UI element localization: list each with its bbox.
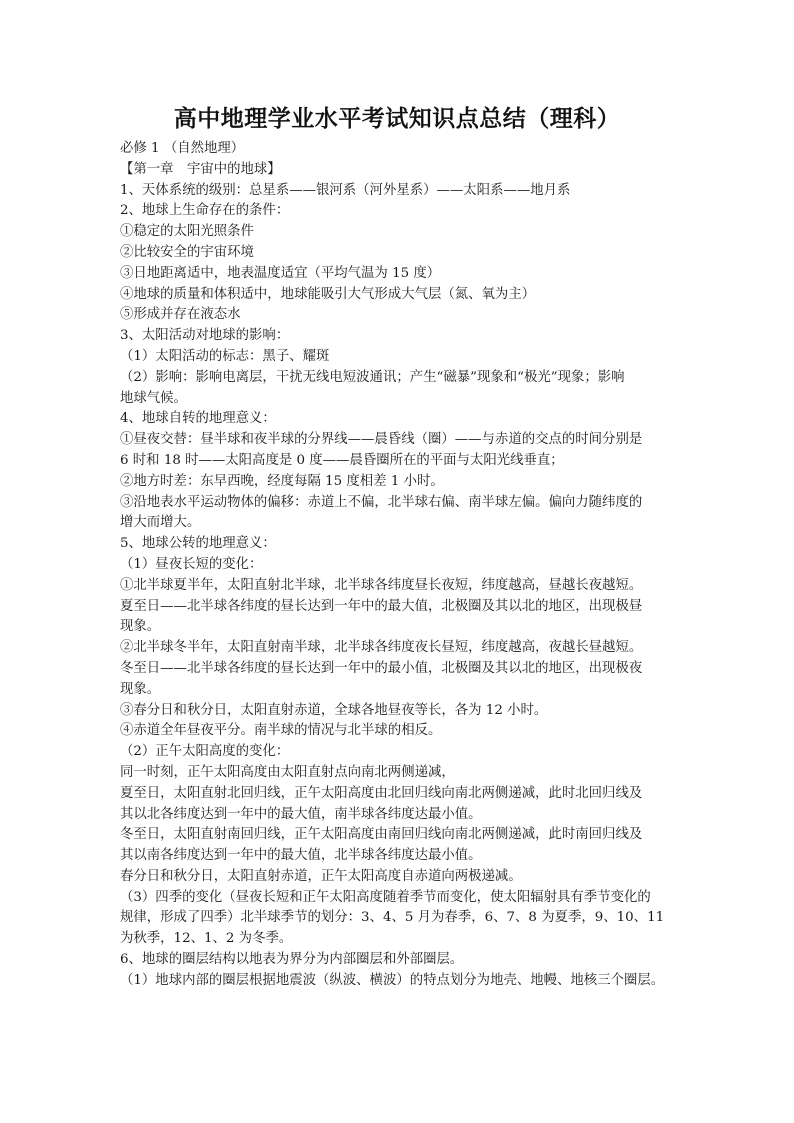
text-line: ②北半球冬半年，太阳直射南半球，北半球各纬度夜长昼短，纬度越高，夜越长昼越短。 bbox=[120, 640, 643, 656]
text-line: 为秋季，12、1、2 为冬季。 bbox=[120, 931, 293, 947]
text-line: 其以北各纬度达到一年中的最大值，南半球各纬度达最小值。 bbox=[120, 806, 482, 822]
text-line: 1、天体系统的级别：总星系——银河系（河外星系）——太阳系——地月系 bbox=[120, 182, 571, 198]
text-line: 其以南各纬度达到一年中的最大值，北半球各纬度达最小值。 bbox=[120, 848, 482, 864]
text-line: 地球气候。 bbox=[120, 390, 187, 406]
text-line: ①北半球夏半年，太阳直射北半球，北半球各纬度昼长夜短，纬度越高，昼越长夜越短。 bbox=[120, 577, 643, 593]
text-line: 4、地球自转的地理意义： bbox=[120, 411, 276, 427]
text-line: 同一时刻，正午太阳高度由太阳直射点向南北两侧递减， bbox=[120, 764, 455, 780]
text-line: ⑤形成并存在液态水 bbox=[120, 307, 241, 323]
text-line: 夏至日——北半球各纬度的昼长达到一年中的最大值，北极圈及其以北的地区，出现极昼 bbox=[120, 598, 643, 614]
text-line: 现象。 bbox=[120, 619, 161, 635]
document-title: 高中地理学业水平考试知识点总结（理科） bbox=[173, 106, 621, 132]
text-line: ②地方时差：东早西晚，经度每隔 15 度相差 1 小时。 bbox=[120, 473, 444, 489]
text-line: （2）正午太阳高度的变化： bbox=[120, 744, 290, 760]
text-line: 春分日和秋分日，太阳直射赤道，正午太阳高度自赤道向两极递减。 bbox=[120, 868, 522, 884]
text-line: 增大而增大。 bbox=[120, 515, 201, 531]
text-line: 6 时和 18 时——太阳高度是 0 度——晨昏圈所在的平面与太阳光线垂直； bbox=[120, 452, 564, 468]
text-line: 冬至日，太阳直射南回归线，正午太阳高度由南回归线向南北两侧递减，此时南回归线及 bbox=[120, 827, 643, 843]
text-line: ③春分日和秋分日，太阳直射赤道，全球各地昼夜等长，各为 12 小时。 bbox=[120, 702, 548, 718]
text-line: （2）影响：影响电离层，干扰无线电短波通讯；产生“磁暴”现象和“极光”现象；影响 bbox=[120, 369, 625, 385]
text-line: ①稳定的太阳光照条件 bbox=[120, 224, 254, 240]
text-line: ③沿地表水平运动物体的偏移：赤道上不偏，北半球右偏、南半球左偏。偏向力随纬度的 bbox=[120, 494, 643, 510]
text-line: 规律，形成了四季）北半球季节的划分：3、4、5 月为春季，6、7、8 为夏季，9、10、11 bbox=[120, 910, 665, 926]
text-line: 现象。 bbox=[120, 681, 161, 697]
text-line: 必修 1 （自然地理） bbox=[120, 141, 245, 156]
text-line: ②比较安全的宇宙环境 bbox=[120, 244, 254, 260]
text-line: （1）太阳活动的标志：黑子、耀斑 bbox=[120, 348, 330, 364]
text-line: 6、地球的圈层结构以地表为界分为内部圈层和外部圈层。 bbox=[120, 952, 464, 968]
text-line: （3）四季的变化（昼夜长短和正午太阳高度随着季节而变化，使太阳辐射具有季节变化的 bbox=[120, 889, 651, 905]
text-line: 冬至日——北半球各纬度的昼长达到一年中的最小值，北极圈及其以北的地区，出现极夜 bbox=[120, 660, 643, 676]
text-line: 2、地球上生命存在的条件： bbox=[120, 203, 290, 219]
text-line: 【第一章 宇宙中的地球】 bbox=[120, 161, 281, 177]
text-line: （1）昼夜长短的变化： bbox=[120, 556, 263, 572]
text-line: ④地球的质量和体积适中，地球能吸引大气形成大气层（氮、氧为主） bbox=[120, 286, 536, 302]
text-line: ④赤道全年昼夜平分。南半球的情况与北半球的相反。 bbox=[120, 723, 442, 739]
text-line: 3、太阳活动对地球的影响： bbox=[120, 328, 290, 344]
text-line: ③日地距离适中，地表温度适宜（平均气温为 15 度） bbox=[120, 265, 441, 281]
text-line: 5、地球公转的地理意义： bbox=[120, 536, 276, 552]
text-line: ①昼夜交替：昼半球和夜半球的分界线——晨昏线（圈）——与赤道的交点的时间分别是 bbox=[120, 432, 643, 448]
text-line: 夏至日，太阳直射北回归线，正午太阳高度由北回归线向南北两侧递减，此时北回归线及 bbox=[120, 785, 643, 801]
text-line: （1）地球内部的圈层根据地震波（纵波、横波）的特点划分为地壳、地幔、地核三个圈层。 bbox=[120, 972, 665, 988]
document-body bbox=[120, 139, 690, 992]
